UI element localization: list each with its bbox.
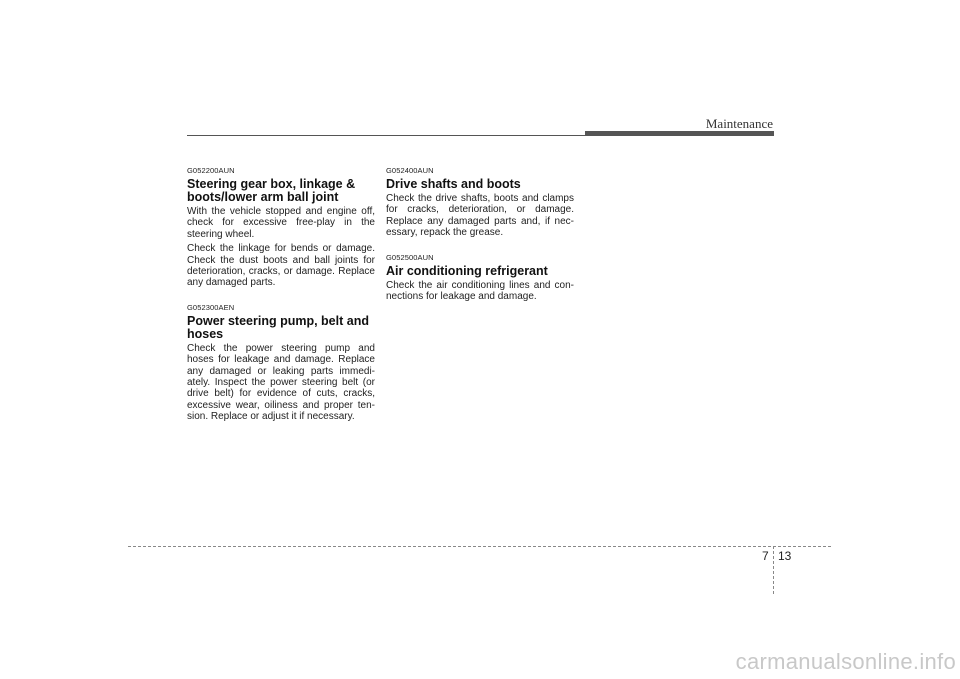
section-code: G052200AUN — [187, 166, 235, 175]
chapter-number: 7 — [762, 549, 769, 563]
section-paragraph: Check the linkage for bends or damage. Check the dust boots and ball joints for deterioration, cracks, or damage. Replace any damaged parts. — [187, 243, 375, 289]
page-number: 13 — [778, 549, 792, 563]
section-air-conditioning — [386, 253, 574, 303]
section-paragraph: With the vehicle stopped and engine off, check for excessive free-play in the steering wheel. — [187, 206, 375, 240]
section-paragraph: Check the air conditioning lines and con-nections for leakage and damage. — [386, 279, 574, 303]
watermark: carmanualsonline.info — [735, 649, 956, 674]
section-code: G052300AEN — [187, 302, 235, 312]
section-heading: Drive shafts and boots — [386, 177, 521, 191]
header-title: Maintenance — [705, 116, 773, 131]
page-number-divider — [773, 546, 774, 594]
right-column — [386, 166, 574, 316]
section-code: G052500AUN — [386, 252, 434, 262]
section-steering-gear — [187, 166, 375, 289]
section-code: G052400AUN — [386, 166, 434, 175]
section-power-steering — [187, 303, 375, 423]
section-heading: Power steering pump, belt and hoses — [187, 313, 369, 341]
section-paragraph: Check the drive shafts, boots and clamps for cracks, deterioration, or damage. Replace any damaged parts and, if nec-essary, repack the grease. — [386, 193, 574, 239]
footer-rule — [128, 546, 831, 547]
section-paragraph: Check the power steering pump and hoses for leakage and damage. Replace any damaged or leaking parts immedi-ately. Inspect the power steering belt (or drive belt) for evidence of cuts, cracks, excessive wear, oiliness and proper ten-sion. Replace or adjust it if necessary. — [187, 342, 375, 423]
section-heading: Air conditioning refrigerant — [386, 263, 548, 278]
header-rule-accent — [585, 131, 774, 136]
left-column — [187, 166, 375, 437]
section-heading: Steering gear box, linkage & boots/lower arm ball joint — [187, 177, 356, 204]
section-drive-shafts — [386, 166, 574, 239]
header-rule — [187, 135, 587, 136]
